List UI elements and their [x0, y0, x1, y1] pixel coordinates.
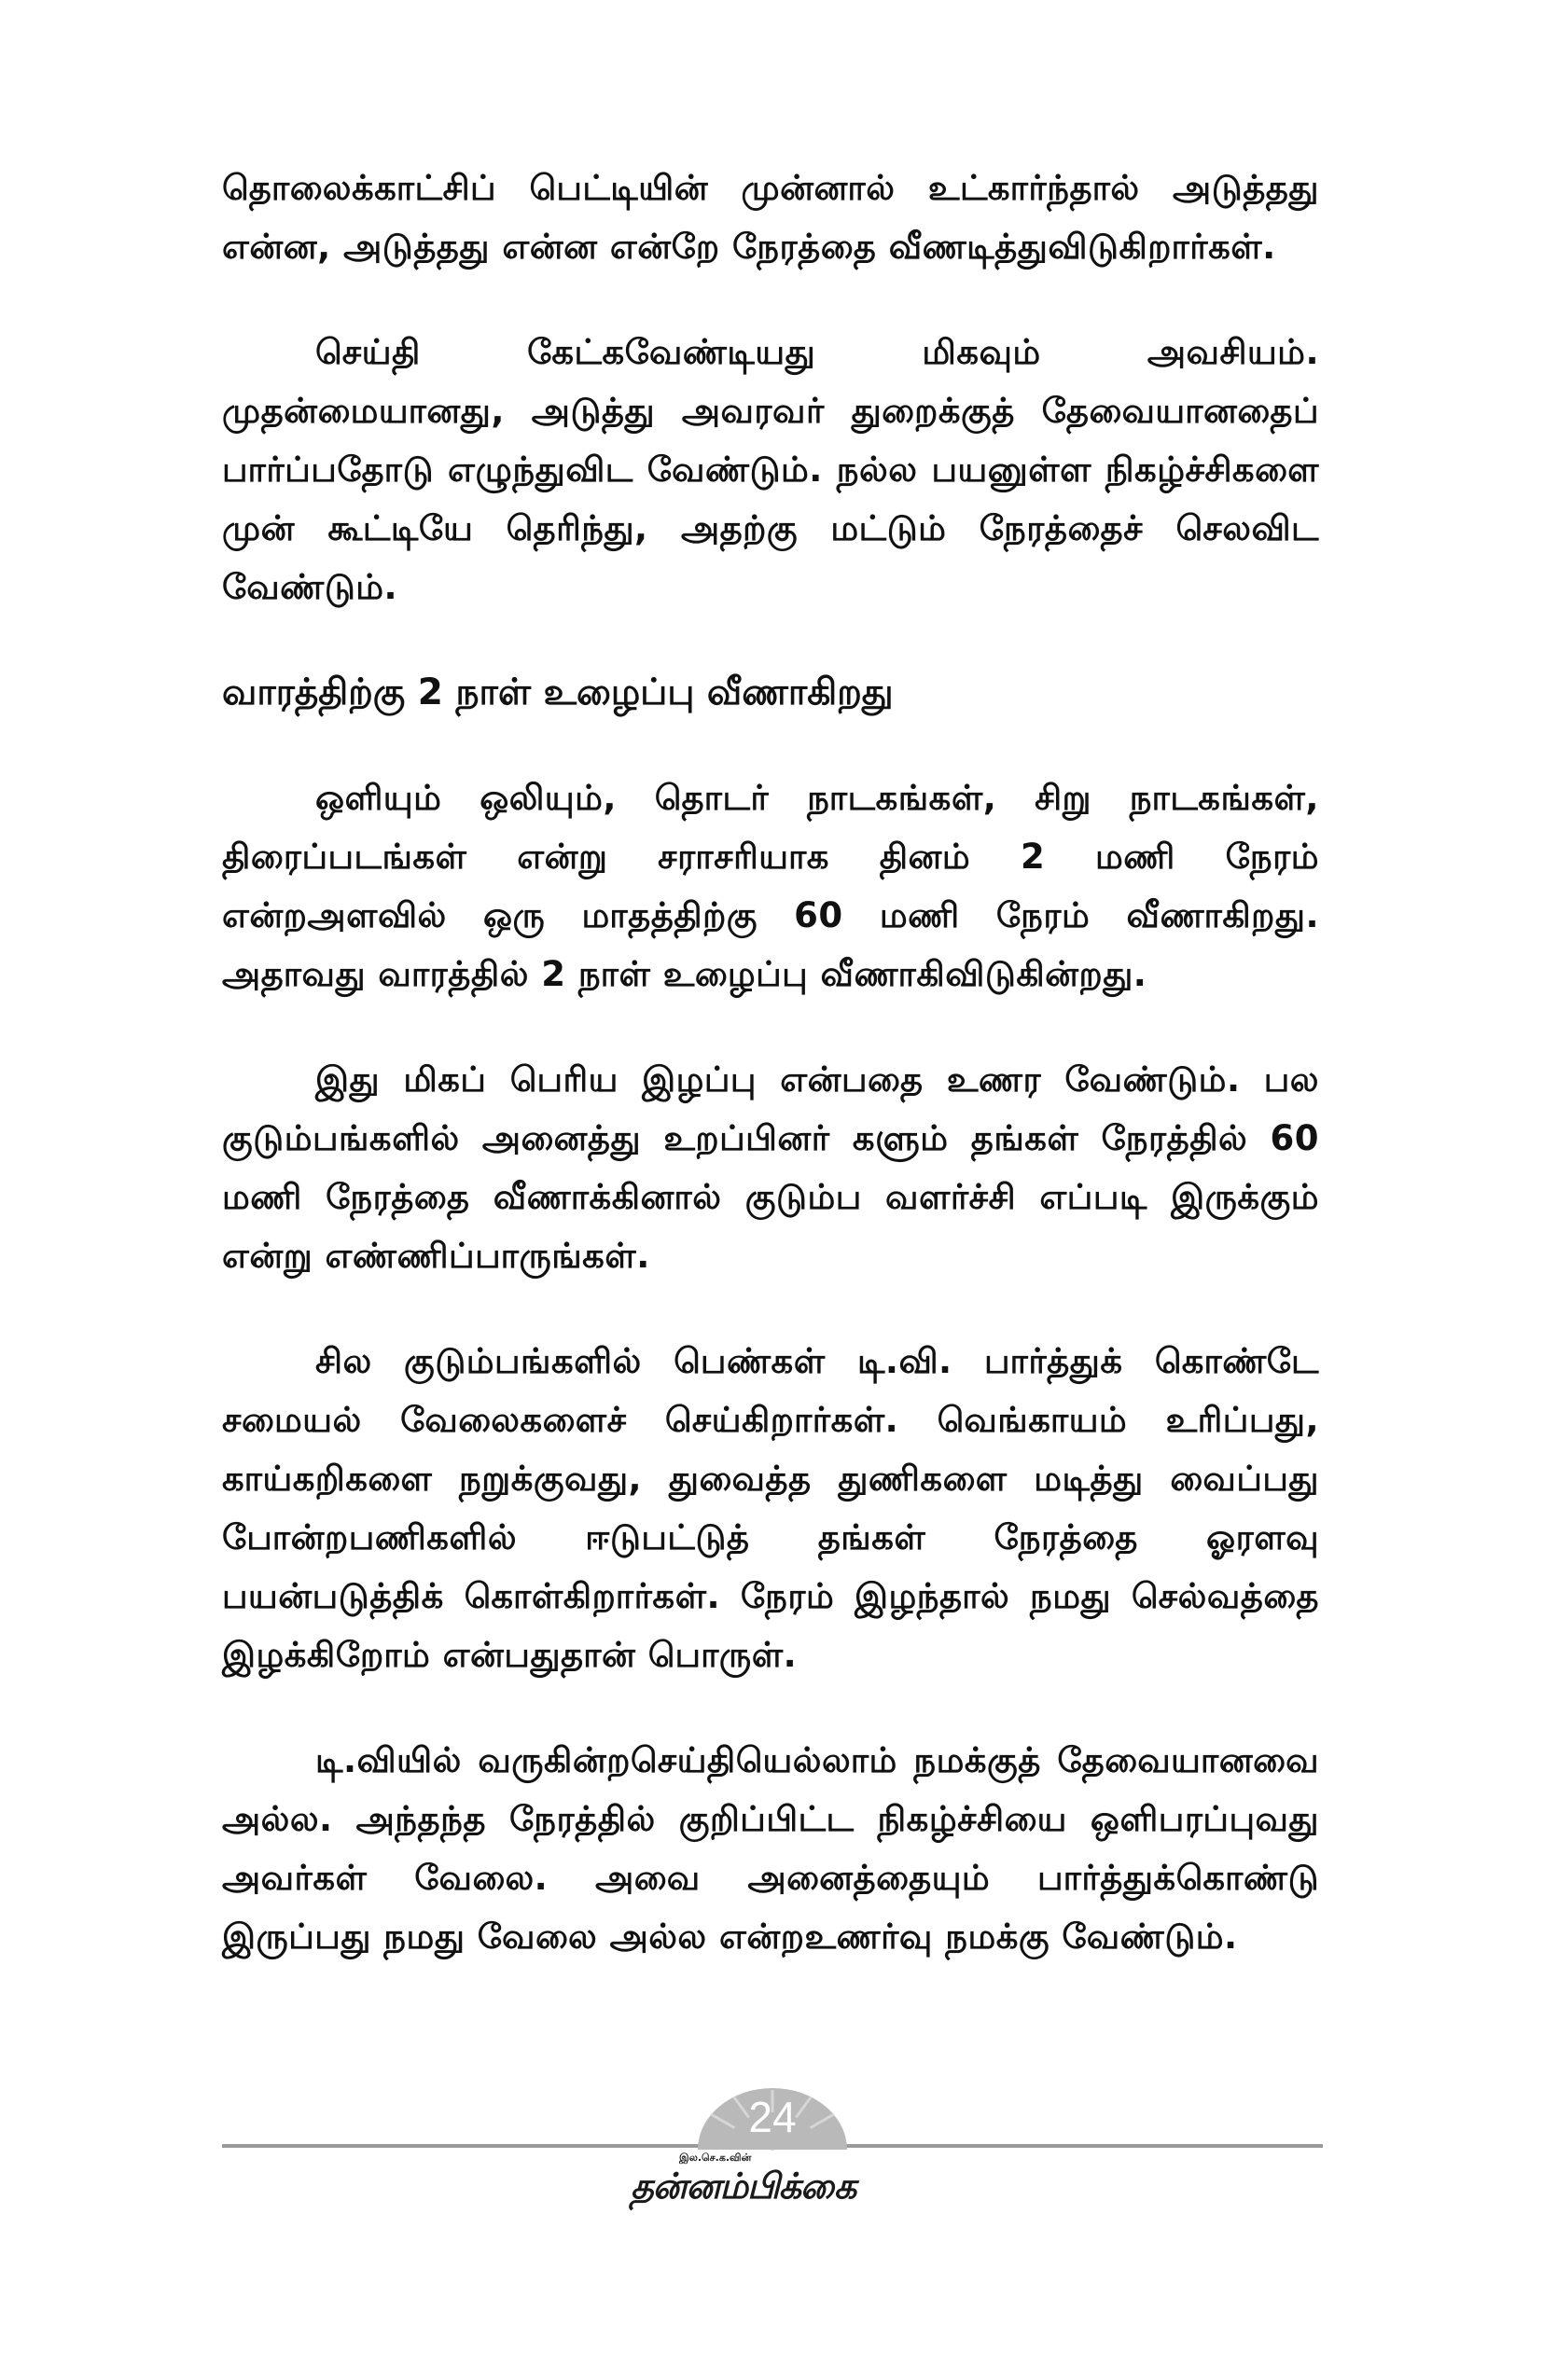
- section-heading: வாரத்திற்கு 2 நாள் உழைப்பு வீணாகிறது: [222, 671, 894, 713]
- paragraph: சில குடும்பங்களில் பெண்கள் டி.வி. பார்த்துக் கொண்டே சமையல் வேலைகளைச் செய்கிறார்கள். வெங்காயம் உரிப்பது, காய்கறிகளை நறுக்குவது, துவைத்த துணிகளை மடித்து வைப்பது போன்றபணிகளில் ஈடுபட்டுத் தங்கள் நேரத்தை ஓரளவு பயன்படுத்திக் கொள்கிறார்கள். நேரம் இழந்தால் நமது செல்வத்தை இழக்கிறோம் என்பதுதான் பொருள்.: [222, 1341, 1319, 1675]
- page-body: [222, 159, 1319, 2013]
- page-number: 24: [748, 2093, 797, 2141]
- paragraph: இது மிகப் பெரிய இழப்பு என்பதை உணர வேண்டும். பல குடும்பங்களில் அனைத்து உறப்பினர் களும் தங்கள் நேரத்தில் 60 மணி நேரத்தை வீணாக்கினால் குடும்ப வளர்ச்சி எப்படி இருக்கும் என்று எண்ணிப்பாருங்கள்.: [222, 1059, 1319, 1276]
- paragraph: ஒளியும் ஒலியும், தொடர் நாடகங்கள், சிறு நாடகங்கள், திரைப்படங்கள் என்று சராசரியாக தினம் 2 மணி நேரம் என்றஅளவில் ஒரு மாதத்திற்கு 60 மணி நேரம் வீணாகிறது. அதாவது வாரத்தில் 2 நாள் உழைப்பு வீணாகிவிடுகின்றது.: [222, 778, 1319, 994]
- page-number-badge: [692, 2086, 853, 2152]
- paragraph: செய்தி கேட்கவேண்டியது மிகவும் அவசியம். முதன்மையானது, அடுத்து அவரவர் துறைக்குத் தேவையானதைப் பார்ப்பதோடு எழுந்துவிட வேண்டும். நல்ல பயனுள்ள நிகழ்ச்சிகளை முன் கூட்டியே தெரிந்து, அதற்கு மட்டும் நேரத்தைச் செலவிட வேண்டும்.: [222, 332, 1319, 607]
- book-logo: தன்னம்பிக்கை: [631, 2166, 856, 2207]
- paragraph: தொலைக்காட்சிப் பெட்டியின் முன்னால் உட்கார்ந்தால் அடுத்தது என்ன, அடுத்தது என்ன என்றே நேரத்தை வீணடித்துவிடுகிறார்கள்.: [222, 168, 1319, 267]
- logo-subtitle: இல.செ.க.வின்: [679, 2152, 752, 2164]
- paragraph: டி.வியில் வருகின்றசெய்தியெல்லாம் நமக்குத் தேவையானவை அல்ல. அந்தந்த நேரத்தில் குறிப்பிட்ட நிகழ்ச்சியை ஒளிபரப்புவது அவர்கள் வேலை. அவை அனைத்தையும் பார்த்துக்கொண்டு இருப்பது நமது வேலை அல்ல என்றஉணர்வு நமக்கு வேண்டும்.: [222, 1740, 1319, 1957]
- page-footer: [0, 2084, 1543, 2271]
